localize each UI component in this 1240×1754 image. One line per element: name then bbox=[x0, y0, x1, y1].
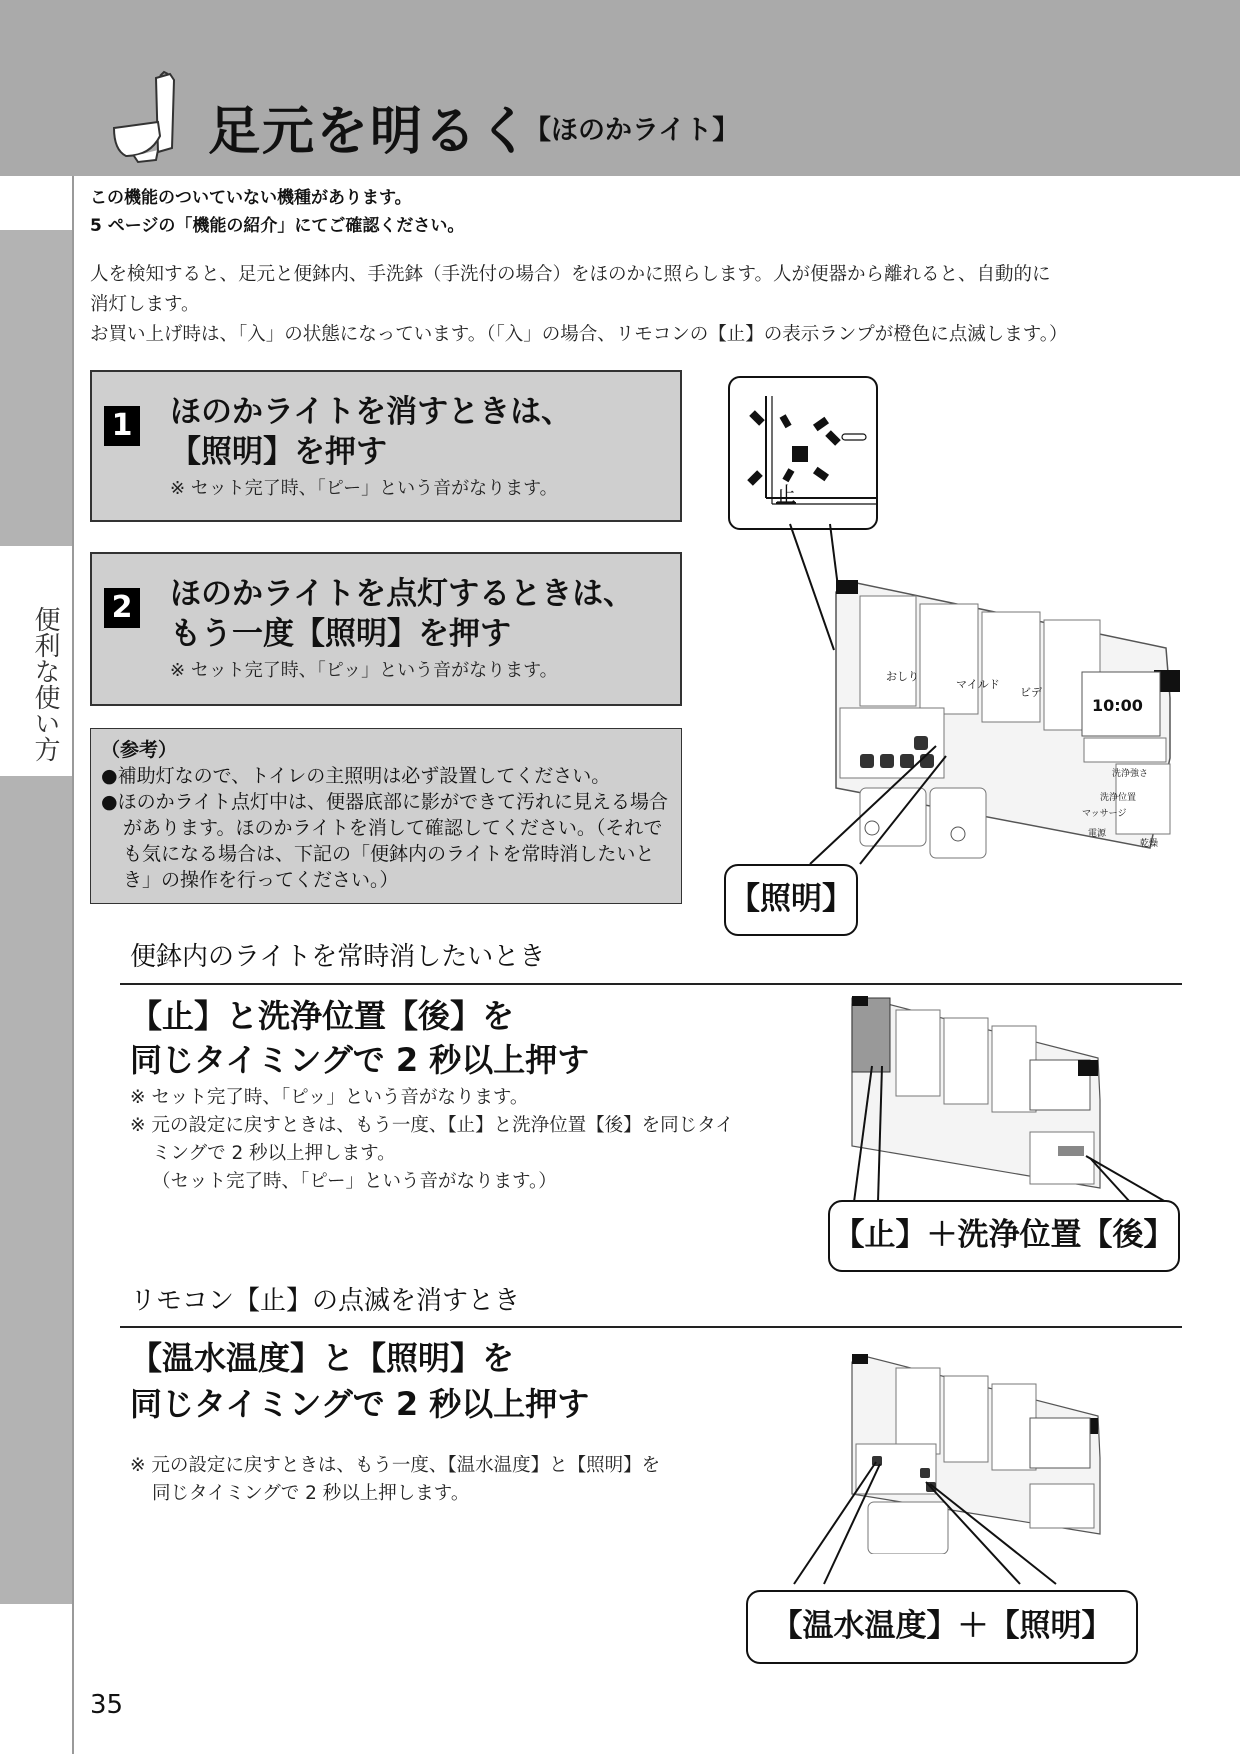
note-line: ※ 元の設定に戻すときは、もう一度、【止】と洗浄位置【後】を同じタイ bbox=[130, 1115, 734, 1136]
instruction-line: 【温水温度】と【照明】を bbox=[130, 1339, 515, 1377]
page-subtitle: 【ほのかライト】 bbox=[524, 115, 740, 146]
step-number: 1 bbox=[104, 406, 140, 446]
reference-heading: （参考） bbox=[101, 739, 178, 761]
stop-glyph: 止 bbox=[776, 482, 796, 506]
step-title-line: ほのかライトを点灯するときは、 bbox=[170, 576, 635, 612]
notice-line: 5 ページの「機能の紹介」にてご確認ください。 bbox=[90, 216, 465, 236]
note-line: ミングで 2 秒以上押します。 bbox=[152, 1143, 396, 1164]
instruction-line: 同じタイミングで 2 秒以上押す bbox=[130, 1385, 590, 1423]
remote-zoom-callout bbox=[728, 376, 878, 530]
section-rule bbox=[120, 983, 1182, 985]
light-button-label: 【照明】 bbox=[724, 864, 858, 936]
step-2-box bbox=[90, 552, 682, 706]
note-line: ※ セット完了時、「ピッ」という音がなります。 bbox=[130, 1087, 529, 1108]
note-line: （セット完了時、「ピー」という音がなります。） bbox=[152, 1171, 557, 1192]
toilet-icon bbox=[104, 70, 184, 165]
remote-label-bidet: ビデ bbox=[1020, 686, 1042, 699]
step-title bbox=[170, 392, 572, 472]
remote-label-oshiri: おしり bbox=[886, 670, 919, 683]
reference-box bbox=[90, 728, 682, 904]
step-number: 2 bbox=[104, 588, 140, 628]
availability-notice bbox=[90, 184, 464, 240]
sidebar-divider bbox=[72, 176, 74, 1754]
sidebar-tab bbox=[0, 230, 72, 1604]
section-rule bbox=[120, 1326, 1182, 1328]
step-1-box bbox=[90, 370, 682, 522]
step-title-line: 【照明】を押す bbox=[170, 434, 387, 470]
remote-label-power: 電源 bbox=[1088, 829, 1107, 839]
stop-position-rear-label: 【止】＋洗浄位置【後】 bbox=[828, 1200, 1180, 1272]
remote-label-mild: マイルド bbox=[956, 678, 1000, 691]
remote-label-dry: 乾燥 bbox=[1140, 839, 1159, 849]
section-heading: リモコン【止】の点滅を消すとき bbox=[130, 1286, 521, 1316]
water-temp-light-label: 【温水温度】＋【照明】 bbox=[746, 1590, 1138, 1664]
callout-pointer bbox=[800, 740, 960, 880]
reference-item: ●ほのかライト点灯中は、便器底部に影ができて汚れに見える場合があります。ほのかライトを消して確認してください。（それでも気になる場合は、下記の「便鉢内のライトを常時消したいとき」の操作を行ってください。） bbox=[101, 791, 669, 891]
page-number: 35 bbox=[90, 1690, 124, 1720]
remote-clock-display: 10:00 bbox=[1092, 696, 1143, 715]
note-line: 同じタイミングで 2 秒以上押します。 bbox=[152, 1483, 470, 1504]
reference-item: ●補助灯なので、トイレの主照明は必ず設置してください。 bbox=[101, 765, 611, 787]
notice-line: この機能のついていない機種があります。 bbox=[90, 188, 412, 208]
instruction-line: 【止】と洗浄位置【後】を bbox=[130, 997, 515, 1035]
remote-label-position: 洗浄位置 bbox=[1100, 793, 1137, 803]
remote-label-pressure: 洗浄強さ bbox=[1112, 769, 1149, 779]
step-title-line: もう一度【照明】を押す bbox=[170, 616, 511, 652]
note-line: ※ 元の設定に戻すときは、もう一度、【温水温度】と【照明】を bbox=[130, 1455, 661, 1476]
page-title: 足元を明るく bbox=[208, 102, 533, 162]
intro-line: お買い上げ時は、「入」の状態になっています。（「入」の場合、リモコンの【止】の表示ランプが橙色に点滅します。） bbox=[90, 324, 1068, 345]
step-note: ※ セット完了時、「ピー」という音がなります。 bbox=[170, 478, 558, 499]
intro-line: 人を検知すると、足元と便鉢内、手洗鉢（手洗付の場合）をほのかに照らします。人が便器から離れると、自動的に bbox=[90, 264, 1051, 285]
sidebar-chapter-label: 便利な使い方 bbox=[30, 606, 60, 762]
light-sensor-icon bbox=[730, 378, 876, 528]
callout-pointer bbox=[848, 1060, 1178, 1216]
callout-pointer bbox=[790, 1456, 1070, 1590]
instruction-line: 同じタイミングで 2 秒以上押す bbox=[130, 1041, 590, 1079]
section-heading: 便鉢内のライトを常時消したいとき bbox=[130, 942, 546, 972]
intro-line: 消灯します。 bbox=[90, 294, 200, 315]
intro-paragraph bbox=[90, 260, 1190, 350]
remote-label-massage: マッサージ bbox=[1082, 809, 1127, 819]
page-header bbox=[0, 0, 1240, 176]
step-title-line: ほのかライトを消すときは、 bbox=[170, 394, 573, 430]
step-title bbox=[170, 574, 634, 654]
step-note: ※ セット完了時、「ピッ」という音がなります。 bbox=[170, 660, 558, 681]
